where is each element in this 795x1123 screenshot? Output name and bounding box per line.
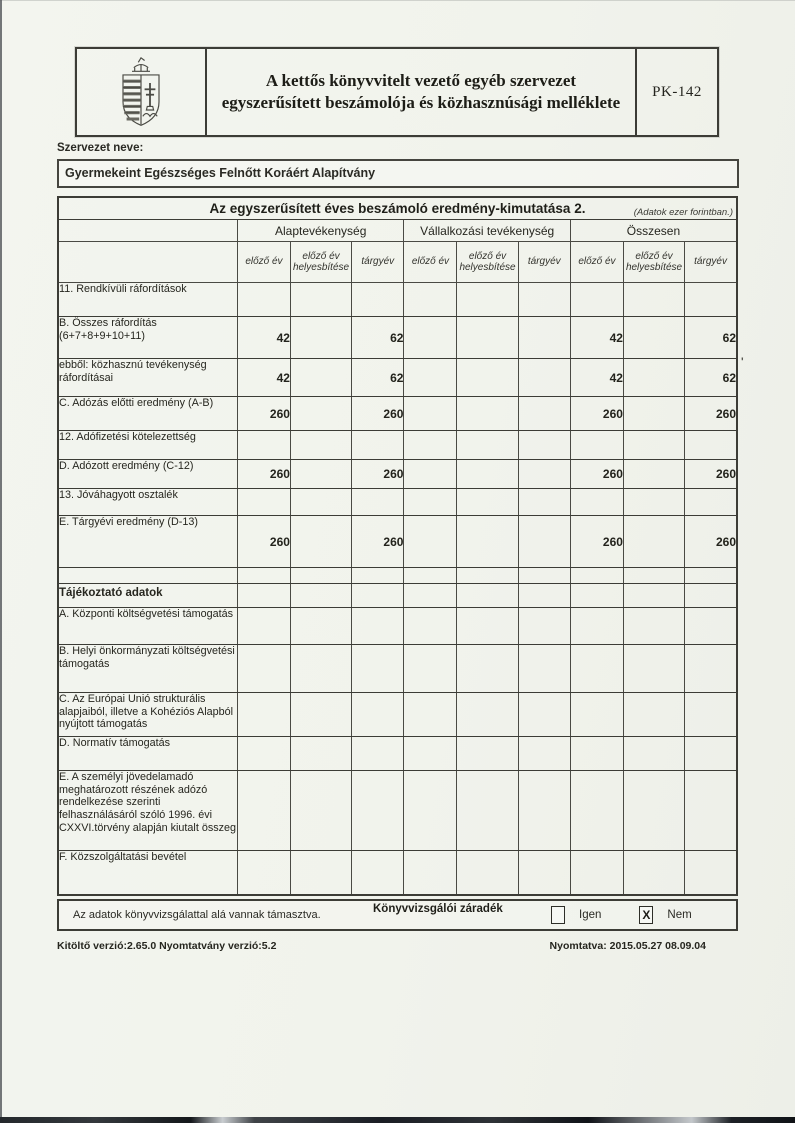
column-subheader: előző év	[404, 242, 457, 283]
empty-value-cell	[237, 851, 290, 895]
empty-value-cell	[404, 431, 457, 460]
empty-value-cell	[570, 283, 623, 317]
empty-value-cell	[518, 584, 570, 608]
table-title-row	[58, 197, 737, 220]
empty-value-cell	[570, 431, 623, 460]
value-cell: 260	[685, 460, 737, 489]
empty-value-cell	[518, 771, 570, 851]
form-header	[75, 47, 719, 137]
empty-value-cell	[352, 489, 404, 516]
empty-value-cell	[623, 584, 684, 608]
audit-section	[57, 899, 738, 931]
empty-value-cell	[623, 771, 684, 851]
section-header-row	[58, 584, 737, 608]
empty-value-cell	[685, 568, 737, 584]
empty-value-cell	[518, 608, 570, 645]
empty-value-cell	[237, 283, 290, 317]
column-subheader: előző év	[237, 242, 290, 283]
logo-cell	[77, 49, 207, 135]
row-label: E. A személyi jövedelamadó meghatározott részének adózó rendelkezése szerinti felhasználásáról szóló 1996. évi CXXVI.törvény alapján kiutalt összeg	[58, 771, 237, 851]
empty-value-cell	[290, 771, 351, 851]
empty-value-cell	[518, 693, 570, 737]
audit-option-nem	[639, 906, 691, 924]
empty-corner-cell	[58, 242, 237, 283]
empty-value-cell	[457, 737, 518, 771]
empty-value-cell	[457, 317, 518, 359]
empty-value-cell	[685, 608, 737, 645]
scan-edge-left	[0, 0, 2, 1123]
empty-value-cell	[404, 359, 457, 397]
empty-value-cell	[237, 771, 290, 851]
empty-value-cell	[290, 645, 351, 693]
column-subheader: tárgyév	[518, 242, 570, 283]
table-row	[58, 397, 737, 431]
empty-value-cell	[570, 489, 623, 516]
empty-value-cell	[237, 431, 290, 460]
form-title-line1: A kettős könyvvitelt vezető egyéb szervezet	[265, 70, 577, 90]
empty-value-cell	[290, 460, 351, 489]
empty-value-cell	[685, 737, 737, 771]
empty-value-cell	[404, 584, 457, 608]
table-row	[58, 283, 737, 317]
table-row	[58, 771, 737, 851]
value-cell: 260	[237, 397, 290, 431]
empty-value-cell	[457, 431, 518, 460]
row-label: ebből: közhasznú tevékenység ráfordításai	[58, 359, 237, 397]
value-cell: 260	[352, 516, 404, 568]
empty-value-cell	[404, 283, 457, 317]
table-row	[58, 359, 737, 397]
row-label	[58, 568, 237, 584]
row-label: Tájékoztató adatok	[58, 584, 237, 608]
empty-value-cell	[518, 431, 570, 460]
empty-value-cell	[457, 771, 518, 851]
row-label: D. Adózott eredmény (C-12)	[58, 460, 237, 489]
empty-value-cell	[404, 693, 457, 737]
column-group-alaptevekenyseg: Alaptevékenység	[237, 220, 404, 242]
empty-value-cell	[404, 397, 457, 431]
value-cell: 42	[237, 317, 290, 359]
row-label: E. Tárgyévi eredmény (D-13)	[58, 516, 237, 568]
value-cell: 42	[237, 359, 290, 397]
empty-value-cell	[623, 693, 684, 737]
empty-value-cell	[237, 584, 290, 608]
empty-value-cell	[352, 693, 404, 737]
empty-value-cell	[570, 737, 623, 771]
empty-value-cell	[685, 693, 737, 737]
row-label: C. Adózás előtti eredmény (A-B)	[58, 397, 237, 431]
form-code: PK-142	[635, 49, 717, 135]
checkbox-label: Igen	[579, 908, 602, 921]
empty-value-cell	[352, 645, 404, 693]
empty-value-cell	[457, 568, 518, 584]
empty-value-cell	[457, 516, 518, 568]
printed-timestamp: Nyomtatva: 2015.05.27 08.09.04	[549, 939, 706, 952]
org-name-label: Szervezet neve:	[57, 142, 144, 154]
empty-value-cell	[518, 737, 570, 771]
scan-edge-bottom	[0, 1117, 795, 1123]
value-cell: 260	[685, 397, 737, 431]
empty-value-cell	[623, 460, 684, 489]
table-row	[58, 693, 737, 737]
table-row	[58, 516, 737, 568]
empty-value-cell	[623, 283, 684, 317]
empty-value-cell	[457, 584, 518, 608]
value-cell: 62	[352, 359, 404, 397]
empty-value-cell	[623, 568, 684, 584]
units-note: (Adatok ezer forintban.)	[633, 207, 733, 218]
empty-value-cell	[518, 851, 570, 895]
empty-value-cell	[237, 645, 290, 693]
empty-value-cell	[457, 359, 518, 397]
row-label: F. Közszolgáltatási bevétel	[58, 851, 237, 895]
value-cell: 62	[352, 317, 404, 359]
value-cell: 260	[237, 516, 290, 568]
empty-value-cell	[352, 737, 404, 771]
value-cell: 260	[352, 397, 404, 431]
value-cell: 42	[570, 359, 623, 397]
empty-value-cell	[290, 851, 351, 895]
empty-value-cell	[518, 489, 570, 516]
empty-value-cell	[518, 283, 570, 317]
empty-value-cell	[352, 608, 404, 645]
value-cell: 260	[352, 460, 404, 489]
empty-value-cell	[404, 608, 457, 645]
value-cell: 260	[570, 460, 623, 489]
row-label: B. Összes ráfordítás (6+7+8+9+10+11)	[58, 317, 237, 359]
empty-value-cell	[237, 568, 290, 584]
spacer-row	[58, 568, 737, 584]
empty-value-cell	[518, 317, 570, 359]
empty-value-cell	[685, 489, 737, 516]
empty-value-cell	[290, 317, 351, 359]
empty-value-cell	[290, 568, 351, 584]
empty-value-cell	[290, 584, 351, 608]
empty-value-cell	[352, 584, 404, 608]
value-cell: 260	[570, 397, 623, 431]
empty-value-cell	[685, 431, 737, 460]
table-row	[58, 645, 737, 693]
empty-value-cell	[290, 516, 351, 568]
empty-value-cell	[685, 645, 737, 693]
table-title: Az egyszerűsített éves beszámoló eredmény-kimutatása 2.	[209, 201, 586, 216]
empty-value-cell	[570, 645, 623, 693]
empty-value-cell	[570, 608, 623, 645]
audit-statement: Az adatok könyvvizsgálattal alá vannak támasztva.	[73, 908, 321, 921]
empty-value-cell	[457, 693, 518, 737]
table-row	[58, 460, 737, 489]
empty-value-cell	[457, 460, 518, 489]
value-cell: 62	[685, 359, 737, 397]
empty-value-cell	[623, 851, 684, 895]
empty-value-cell	[457, 397, 518, 431]
row-label: 12. Adófizetési kötelezettség	[58, 431, 237, 460]
column-subheader: tárgyév	[352, 242, 404, 283]
empty-value-cell	[457, 645, 518, 693]
empty-value-cell	[290, 397, 351, 431]
empty-value-cell	[685, 584, 737, 608]
value-cell: 260	[570, 516, 623, 568]
income-statement-table	[57, 196, 738, 896]
row-label: A. Központi költségvetési támogatás	[58, 608, 237, 645]
empty-value-cell	[404, 568, 457, 584]
table-row	[58, 431, 737, 460]
empty-value-cell	[623, 317, 684, 359]
table-row	[58, 608, 737, 645]
empty-value-cell	[623, 645, 684, 693]
empty-value-cell	[570, 693, 623, 737]
column-subheader: tárgyév	[685, 242, 737, 283]
empty-value-cell	[518, 516, 570, 568]
checkbox-label: Nem	[667, 908, 692, 921]
empty-value-cell	[518, 460, 570, 489]
checkbox-unchecked-icon	[551, 906, 565, 924]
empty-value-cell	[457, 489, 518, 516]
row-label: C. Az Európai Unió strukturális alapjaiból, illetve a Kohéziós Alapból nyújtott támogatás	[58, 693, 237, 737]
empty-value-cell	[623, 431, 684, 460]
empty-corner-cell	[58, 220, 237, 242]
checkbox-checked-icon: X	[639, 906, 653, 924]
column-group-vallalkozasi: Vállalkozási tevékenység	[404, 220, 571, 242]
scan-artifact: '	[741, 356, 744, 368]
empty-value-cell	[404, 645, 457, 693]
empty-value-cell	[237, 489, 290, 516]
table-row	[58, 851, 737, 895]
empty-value-cell	[404, 489, 457, 516]
empty-value-cell	[518, 568, 570, 584]
column-subheader: előző év helyesbítése	[290, 242, 351, 283]
empty-value-cell	[352, 568, 404, 584]
empty-value-cell	[623, 489, 684, 516]
column-subheader: előző év helyesbítése	[457, 242, 518, 283]
table-row	[58, 737, 737, 771]
empty-value-cell	[290, 431, 351, 460]
empty-value-cell	[352, 431, 404, 460]
empty-value-cell	[404, 737, 457, 771]
empty-value-cell	[570, 851, 623, 895]
empty-value-cell	[685, 851, 737, 895]
empty-value-cell	[404, 317, 457, 359]
org-name-field: Gyermekeint Egészséges Felnőtt Koráért Alapítvány	[57, 159, 739, 188]
empty-value-cell	[570, 568, 623, 584]
empty-value-cell	[457, 283, 518, 317]
audit-options	[543, 906, 692, 924]
empty-value-cell	[518, 645, 570, 693]
empty-value-cell	[290, 608, 351, 645]
empty-value-cell	[290, 693, 351, 737]
empty-value-cell	[518, 359, 570, 397]
value-cell: 42	[570, 317, 623, 359]
empty-value-cell	[290, 359, 351, 397]
empty-value-cell	[570, 584, 623, 608]
empty-value-cell	[290, 737, 351, 771]
empty-value-cell	[518, 397, 570, 431]
empty-value-cell	[404, 516, 457, 568]
column-subheader: előző év helyesbítése	[623, 242, 684, 283]
empty-value-cell	[457, 608, 518, 645]
empty-value-cell	[457, 851, 518, 895]
column-subheader-row	[58, 242, 737, 283]
value-cell: 62	[685, 317, 737, 359]
empty-value-cell	[290, 489, 351, 516]
column-group-osszesen: Összesen	[570, 220, 737, 242]
audit-label: Könyvvizsgálói záradék	[373, 902, 503, 915]
empty-value-cell	[685, 771, 737, 851]
form-title	[207, 49, 635, 135]
empty-value-cell	[623, 359, 684, 397]
row-label: 11. Rendkívüli ráfordítások	[58, 283, 237, 317]
row-label: B. Helyi önkormányzati költségvetési támogatás	[58, 645, 237, 693]
empty-value-cell	[237, 737, 290, 771]
column-subheader: előző év	[570, 242, 623, 283]
empty-value-cell	[237, 608, 290, 645]
empty-value-cell	[685, 283, 737, 317]
empty-value-cell	[623, 397, 684, 431]
empty-value-cell	[570, 771, 623, 851]
column-group-row	[58, 220, 737, 242]
empty-value-cell	[623, 516, 684, 568]
value-cell: 260	[237, 460, 290, 489]
version-footer	[57, 940, 734, 952]
table-row	[58, 489, 737, 516]
scan-edge-top	[0, 0, 795, 1]
audit-option-igen	[551, 906, 601, 924]
fill-version: Kitöltő verzió:2.65.0 Nyomtatvány verzió:5.2	[57, 939, 277, 952]
table-row	[58, 317, 737, 359]
value-cell: 260	[685, 516, 737, 568]
hungarian-coat-of-arms-icon	[114, 53, 168, 131]
empty-value-cell	[237, 693, 290, 737]
form-title-line2: egyszerűsített beszámolója és közhasznúsági melléklete	[221, 93, 621, 112]
row-label: D. Normatív támogatás	[58, 737, 237, 771]
empty-value-cell	[404, 771, 457, 851]
empty-value-cell	[623, 608, 684, 645]
empty-value-cell	[352, 851, 404, 895]
empty-value-cell	[623, 737, 684, 771]
empty-value-cell	[352, 771, 404, 851]
row-label: 13. Jóváhagyott osztalék	[58, 489, 237, 516]
empty-value-cell	[404, 460, 457, 489]
empty-value-cell	[352, 283, 404, 317]
form-body	[57, 196, 738, 952]
empty-value-cell	[290, 283, 351, 317]
empty-value-cell	[404, 851, 457, 895]
